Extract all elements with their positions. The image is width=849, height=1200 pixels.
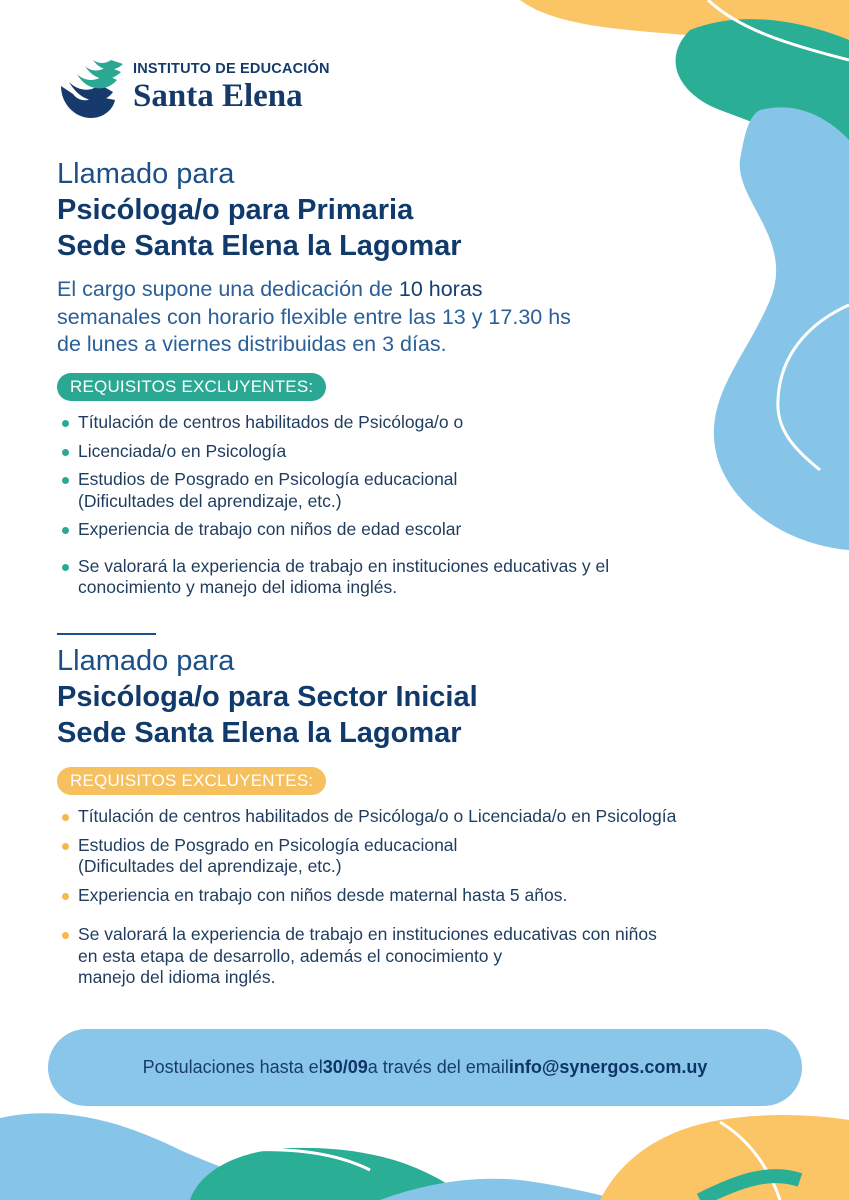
description-line3: de lunes a viernes distribuidas en 3 días.	[57, 332, 447, 356]
description-line2: semanales con horario flexible entre las 13 y 17.30 hs	[57, 304, 571, 329]
section1-title-line1: Psicóloga/o para Primaria	[57, 194, 414, 226]
list-item: Se valorará la experiencia de trabajo en instituciones educativas y el conocimiento y manejo del idioma inglés.	[57, 556, 609, 599]
section2-heading	[57, 643, 478, 751]
institute-logo	[55, 52, 330, 122]
logo-institute-label: INSTITUTO DE EDUCACIÓN	[133, 61, 330, 77]
list-item: Estudios de Posgrado en Psicología educacional (Dificultades del aprendizaje, etc.)	[57, 469, 609, 512]
section2-requirements-badge-wrap	[57, 767, 326, 795]
bullet-icon	[62, 893, 69, 900]
section2-requirements-badge: REQUISITOS EXCLUYENTES:	[57, 767, 326, 795]
cta-text-a: Postulaciones hasta el	[142, 1057, 323, 1077]
section1-title-line2: Sede Santa Elena la Lagomar	[57, 230, 462, 262]
cta-text-b: a través del email	[367, 1057, 509, 1077]
description-line1-a: El cargo supone una dedicación de	[57, 277, 399, 301]
list-item: Licenciada/o en Psicología	[57, 441, 609, 463]
bullet-icon	[62, 564, 69, 571]
section1-requirements-list	[57, 412, 609, 599]
hands-logo-icon	[55, 52, 127, 122]
section1-description	[57, 276, 571, 359]
list-item: Experiencia en trabajo con niños desde maternal hasta 5 años.	[57, 885, 676, 907]
list-item: Títulación de centros habilitados de Psicóloga/o o	[57, 412, 609, 434]
application-deadline-banner	[48, 1029, 802, 1106]
cta-date: 30/09	[322, 1057, 368, 1077]
bullet-icon	[62, 527, 69, 534]
bullet-icon	[62, 814, 69, 821]
section2-requirements-list	[57, 806, 676, 989]
bullet-icon	[62, 932, 69, 939]
bullet-icon	[62, 449, 69, 456]
list-item: Se valorará la experiencia de trabajo en instituciones educativas con niños en esta etapa de desarrollo, además el conocimiento y manejo del idioma inglés.	[57, 924, 676, 989]
description-hours: 10 horas	[398, 277, 483, 301]
bullet-icon	[62, 420, 69, 427]
cta-email-link[interactable]: info@synergos.com.uy	[508, 1057, 708, 1077]
section1-requirements-badge-wrap	[57, 373, 326, 401]
logo-institute-name: Santa Elena	[133, 78, 303, 114]
section-divider	[57, 633, 156, 635]
section2-intro-heading: Llamado para	[57, 645, 235, 677]
section1-requirements-badge: REQUISITOS EXCLUYENTES:	[57, 373, 326, 401]
bullet-icon	[62, 477, 69, 484]
section2-title-line1: Psicóloga/o para Sector Inicial	[57, 681, 478, 713]
section1-heading	[57, 156, 462, 264]
section2-title-line2: Sede Santa Elena la Lagomar	[57, 717, 462, 749]
bullet-icon	[62, 843, 69, 850]
list-item: Estudios de Posgrado en Psicología educacional (Dificultades del aprendizaje, etc.)	[57, 835, 676, 878]
section1-intro-heading: Llamado para	[57, 158, 235, 190]
list-item: Títulación de centros habilitados de Psicóloga/o o Licenciada/o en Psicología	[57, 806, 676, 828]
list-item: Experiencia de trabajo con niños de edad escolar	[57, 519, 609, 541]
